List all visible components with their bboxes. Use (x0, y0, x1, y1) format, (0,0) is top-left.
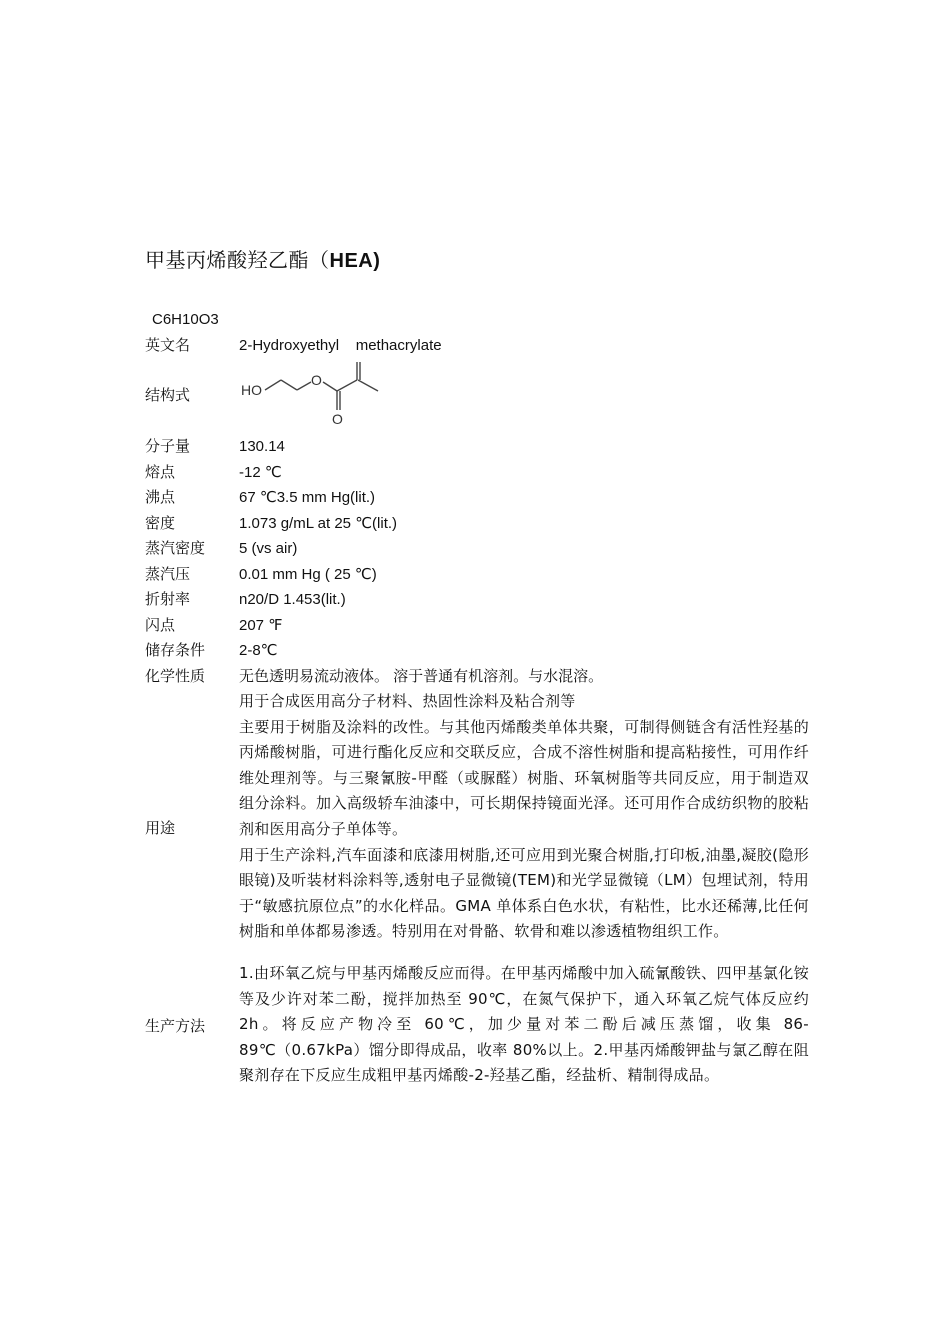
value-bp: 67 ℃3.5 mm Hg(lit.) (239, 489, 376, 506)
value-mw: 130.14 (239, 438, 285, 455)
value-mp: -12 ℃ (239, 463, 282, 481)
label-vapor-pressure: 蒸汽压 (145, 564, 191, 583)
value-english-name: 2-Hydroxyethyl methacrylate (239, 337, 442, 354)
bond-5 (337, 380, 357, 391)
bond-1 (265, 380, 281, 390)
uses-paragraph-3: 用于生产涂料,汽车面漆和底漆用树脂,还可应用到光聚合树脂,打印板,油墨,凝胶(隐形眼镜)及听装材料涂料等,透射电子显微镜(TEM)和光学显微镜（LM）包埋试剂，特用于“敏感抗原位点”的水化样品。GMA 单体系白色水状，有粘性，比水还稀薄,比任何树脂和单体都易渗透。特别用在对骨骼、软骨和难以渗透植物组织工作。 (239, 845, 809, 941)
value-flash: 207 ℉ (239, 616, 283, 634)
value-vapor-density: 5 (vs air) (239, 540, 298, 557)
section-production (145, 961, 815, 1091)
struct-ho-label: HO (241, 382, 262, 398)
label-density: 密度 (145, 513, 176, 532)
label-bp: 沸点 (145, 488, 176, 506)
label-structure: 结构式 (145, 386, 191, 404)
label-mp: 熔点 (145, 462, 176, 481)
label-uses: 用途 (145, 819, 176, 837)
page-title (145, 244, 380, 273)
value-storage: 2-8℃ (239, 642, 278, 659)
struct-carbonyl-o: O (332, 411, 343, 427)
bond-methyl (358, 380, 378, 391)
section-uses (145, 689, 815, 959)
label-storage: 储存条件 (145, 641, 206, 659)
value-density: 1.073 g/mL at 25 ℃(lit.) (239, 514, 398, 532)
title-cn: 甲基丙烯酸羟乙酯（ (145, 248, 330, 272)
molecular-formula: C6H10O3 (152, 311, 219, 328)
label-production: 生产方法 (145, 1017, 206, 1035)
label-chem: 化学性质 (145, 666, 206, 685)
bond-2 (281, 380, 297, 390)
label-mw: 分子量 (145, 437, 191, 455)
label-refractive: 折射率 (145, 590, 191, 608)
label-flash: 闪点 (145, 615, 176, 634)
uses-paragraph-2: 主要用于树脂及涂料的改性。与其他丙烯酸类单体共聚，可制得侧链含有活性羟基的丙烯酸树脂，可进行酯化反应和交联反应，合成不溶性树脂和提高粘接性，可用作纤维处理剂等。与三聚氰胺-甲醛（或脲醛）树脂、环氧树脂等共同反应，用于制造双组分涂料。加入高级轿车油漆中，可长期保持镜面光泽。还可用作合成纺织物的胶粘剂和医用高分子单体等。 (239, 717, 809, 838)
structural-formula-image (239, 358, 389, 428)
value-chem: 无色透明易流动液体。 溶于普通有机溶剂。与水混溶。 (239, 667, 604, 685)
struct-ester-o: O (311, 372, 322, 388)
value-refractive: n20/D 1.453(lit.) (239, 591, 346, 608)
bond-4 (323, 382, 337, 391)
uses-paragraph-1: 用于合成医用高分子材料、热固性涂料及粘合剂等 (239, 692, 576, 710)
production-paragraph: 1.由环氧乙烷与甲基丙烯酸反应而得。在甲基丙烯酸中加入硫氰酸铁、四甲基氯化铵等及少许对苯二酚，搅拌加热至 90℃，在氮气保护下，通入环氧乙烷气体反应约 2h。将反应产物冷至 60℃，加少量对苯二酚后减压蒸馏，收集 86-89℃（0.67kPa）馏分即得成品，收率 80%以上。2.甲基丙烯酸钾盐与氯乙醇在阻聚剂存在下反应生成粗甲基丙烯酸-2-羟基乙酯，经盐析、精制得成品。 (239, 964, 809, 1085)
bond-3 (297, 382, 311, 390)
label-english-name: 英文名 (145, 336, 191, 354)
title-abbr: HEA) (329, 250, 381, 272)
value-vapor-pressure: 0.01 mm Hg ( 25 ℃) (239, 565, 377, 583)
label-vapor-density: 蒸汽密度 (145, 539, 206, 557)
